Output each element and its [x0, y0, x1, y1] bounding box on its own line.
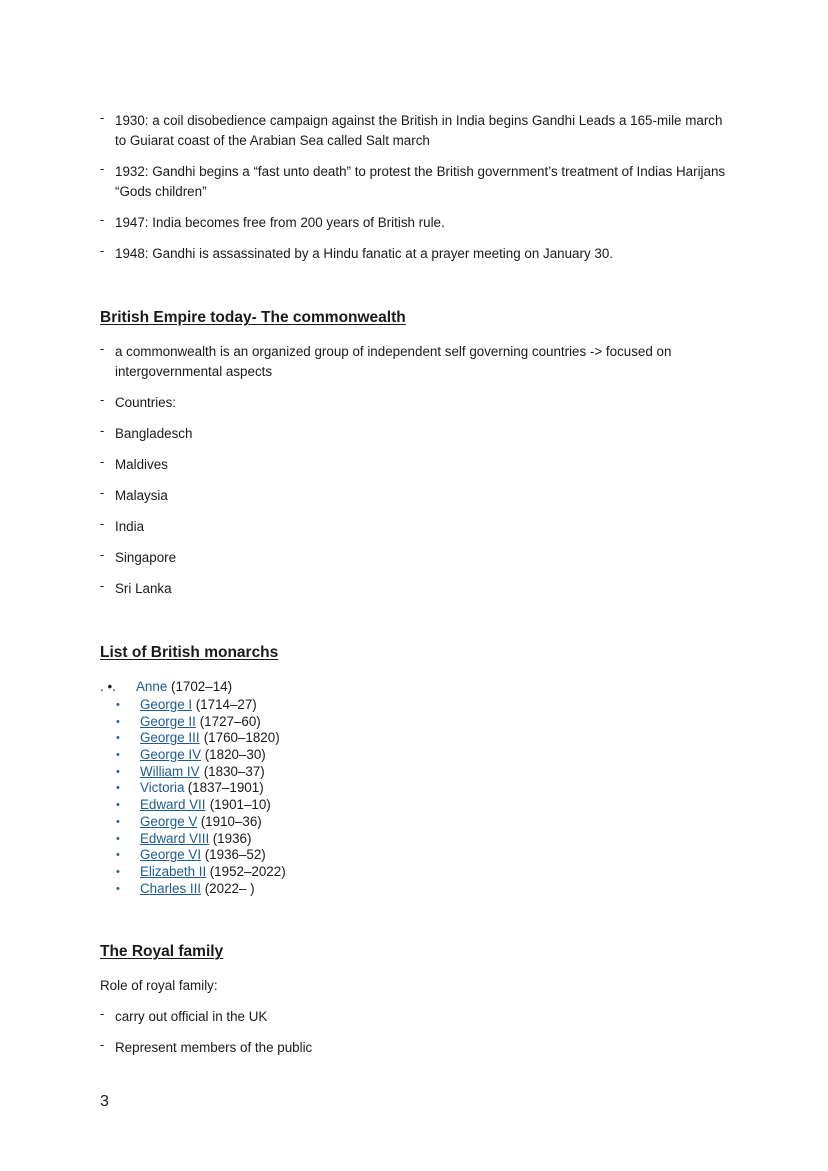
monarch-dates: (1727–60) — [196, 713, 261, 729]
list-item — [100, 424, 730, 444]
dash-bullet: - — [100, 243, 105, 258]
list-item — [100, 486, 730, 506]
monarch-list — [100, 677, 500, 897]
dash-bullet: - — [100, 516, 105, 531]
dash-bullet: - — [100, 578, 105, 593]
list-item — [100, 548, 730, 568]
list-item-text: Sri Lanka — [115, 581, 172, 596]
monarch-item — [100, 797, 500, 814]
list-item — [100, 393, 730, 413]
list-item-text: 1930: a coil disobedience campaign against the British in India begins Gandhi Leads a 165-mile march to Guiarat coast of the Arabian Sea called Salt march — [115, 113, 723, 148]
dash-bullet: - — [100, 392, 105, 407]
monarch-link[interactable] — [140, 831, 209, 848]
monarch-link[interactable] — [140, 864, 206, 881]
list-item — [100, 455, 730, 475]
list-item-text: 1947: India becomes free from 200 years of British rule. — [115, 215, 445, 230]
monarch-item — [100, 714, 500, 731]
monarch-item — [100, 764, 500, 781]
monarch-name: Edward VII — [140, 797, 206, 813]
dash-bullet: - — [100, 485, 105, 500]
bullet: • — [116, 782, 120, 795]
gandhi-timeline-list — [100, 111, 730, 275]
monarch-dates: (1936) — [209, 830, 252, 846]
monarch-link[interactable] — [140, 697, 192, 714]
monarch-dates: (1901–10) — [206, 797, 271, 813]
monarch-item — [100, 864, 500, 881]
list-item-text: Bangladesch — [115, 426, 193, 441]
monarch-item — [100, 831, 500, 848]
list-item-text: Malaysia — [115, 488, 168, 503]
bullet: • — [116, 732, 120, 745]
monarch-name: Elizabeth II — [140, 863, 207, 879]
monarch-dates: (1714–27) — [192, 697, 257, 712]
monarch-name: George VI — [140, 847, 202, 863]
monarch-item — [100, 847, 500, 864]
dash-bullet: - — [100, 212, 105, 227]
list-item-text: carry out official in the UK — [115, 1009, 268, 1024]
monarch-name: George II — [140, 713, 196, 729]
bullet: • — [116, 715, 120, 728]
monarch-dates: (2022– ) — [201, 880, 255, 896]
list-item-text: 1948: Gandhi is assassinated by a Hindu fanatic at a prayer meeting on January 30. — [115, 246, 613, 261]
monarch-dates: (1702–14) — [167, 679, 233, 694]
monarch-link[interactable] — [140, 847, 201, 864]
list-item — [100, 1038, 730, 1058]
monarch-item — [100, 697, 500, 714]
list-item-text: Countries: — [115, 395, 177, 410]
royal-family-intro: Role of royal family: — [100, 978, 218, 993]
bullet: • — [116, 699, 120, 711]
monarchs-heading: List of British monarchs — [100, 644, 279, 661]
monarch-link[interactable] — [140, 714, 196, 731]
dash-bullet: - — [100, 1037, 105, 1052]
monarch-link[interactable] — [140, 747, 201, 764]
monarch-name: George V — [140, 813, 198, 829]
monarch-name: Anne — [136, 679, 168, 694]
monarch-dates: (1837–1901) — [184, 780, 264, 796]
bullet: • — [116, 882, 120, 895]
dash-bullet: - — [100, 1006, 105, 1021]
page-number: 3 — [100, 1093, 109, 1110]
monarch-item — [100, 730, 500, 747]
list-prefix: . •. — [100, 679, 116, 694]
monarch-item — [100, 814, 500, 831]
monarch-link[interactable] — [140, 814, 197, 831]
monarch-dates: (1760–1820) — [200, 730, 280, 746]
list-item — [100, 162, 730, 202]
monarch-name: Edward VIII — [140, 830, 210, 846]
monarch-name: Charles III — [140, 880, 202, 896]
monarch-item — [100, 747, 500, 764]
list-item-text: India — [115, 519, 145, 534]
bullet: • — [116, 849, 120, 862]
list-item — [100, 213, 730, 233]
monarch-dates: (1820–30) — [201, 747, 266, 763]
monarch-link[interactable] — [140, 730, 200, 747]
bullet: • — [116, 799, 120, 812]
monarch-item — [100, 881, 500, 898]
list-item — [100, 517, 730, 537]
list-item — [100, 111, 730, 151]
dash-bullet: - — [100, 341, 105, 356]
monarch-name: William IV — [140, 763, 200, 779]
bullet: • — [116, 832, 120, 845]
royal-family-heading: The Royal family — [100, 943, 224, 960]
monarch-link[interactable] — [140, 764, 200, 781]
monarch-link[interactable] — [136, 677, 232, 697]
commonwealth-list — [100, 342, 730, 610]
monarch-item — [100, 780, 500, 797]
list-item-text: Represent members of the public — [115, 1040, 313, 1055]
list-item-text: a commonwealth is an organized group of independent self governing countries -> focused on intergovernmental aspects — [115, 344, 672, 379]
list-item-text: Singapore — [115, 550, 177, 565]
monarch-dates: (1830–37) — [200, 763, 265, 779]
list-item — [100, 342, 730, 382]
monarch-dates: (1910–36) — [197, 813, 262, 829]
dash-bullet: - — [100, 161, 105, 176]
dash-bullet: - — [100, 423, 105, 438]
monarch-name: George IV — [140, 747, 202, 763]
dash-bullet: - — [100, 454, 105, 469]
monarch-link[interactable] — [140, 881, 201, 898]
dash-bullet: - — [100, 547, 105, 562]
monarch-dates: (1936–52) — [201, 847, 266, 863]
list-item — [100, 579, 730, 599]
royal-family-list — [100, 1007, 730, 1069]
list-item-text: 1932: Gandhi begins a “fast unto death” to protest the British government’s treatment of Indias Harijans “Gods children” — [115, 164, 726, 199]
monarch-name: Victoria — [140, 780, 185, 796]
commonwealth-heading: British Empire today- The commonwealth — [100, 309, 406, 326]
dash-bullet: - — [100, 110, 105, 125]
list-item — [100, 1007, 730, 1027]
monarch-name: George III — [140, 730, 200, 746]
list-item — [100, 244, 730, 264]
bullet: • — [116, 765, 120, 778]
monarch-item — [100, 677, 500, 697]
bullet: • — [116, 865, 120, 878]
bullet: • — [116, 815, 120, 828]
monarch-link[interactable] — [140, 797, 206, 814]
monarch-name: George I — [140, 697, 193, 712]
monarch-dates: (1952–2022) — [206, 863, 286, 879]
monarch-link[interactable] — [140, 780, 184, 797]
list-item-text: Maldives — [115, 457, 168, 472]
bullet: • — [116, 749, 120, 762]
